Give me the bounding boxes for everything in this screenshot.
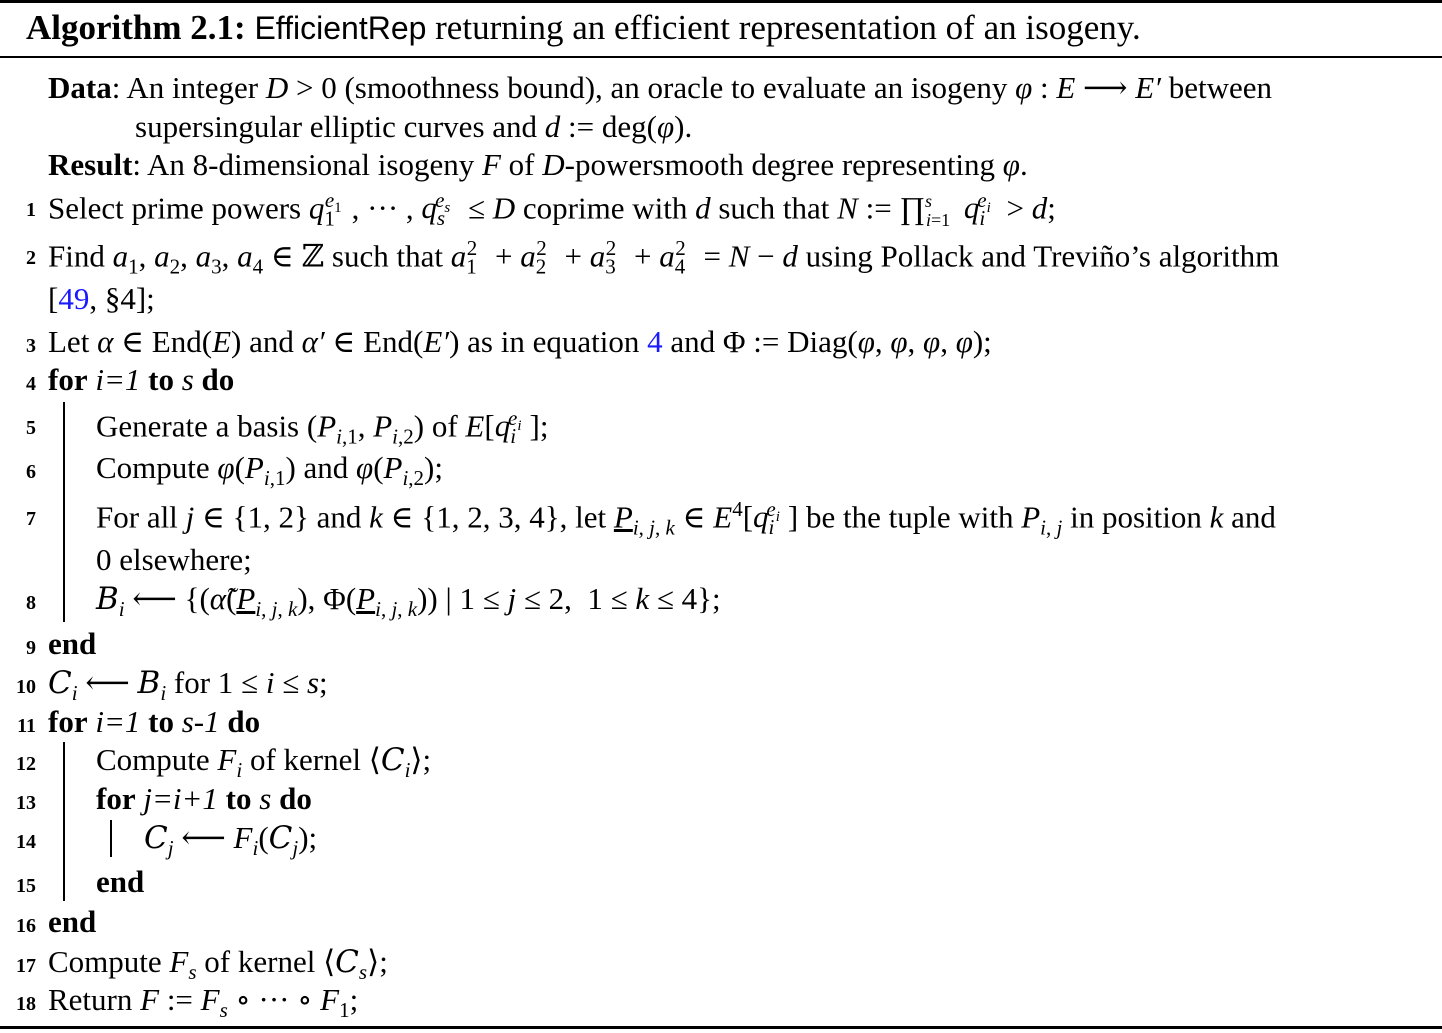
algorithm-caption: [26, 8, 1141, 48]
line-number: 15: [16, 875, 36, 897]
line-number: 11: [17, 715, 36, 737]
data-line-1: Data: An integer D > 0 (smoothness bound), an oracle to evaluate an isogeny φ : E ⟶ E′ between: [48, 70, 1272, 105]
line-number: 4: [26, 373, 36, 395]
step-13: for j=i+1 to s do: [96, 781, 312, 816]
step-2: Find $a_1$, $a_2$, $a_3$, $a_4$ ∈ ℤ such that $a_1^2 + a_2^2 + a_3^2 + a_4^2 = N - d$ using Pollack and Treviño’s algorithm: [48, 236, 1280, 279]
step-17: Compute $F_s$ of kernel $⟨C_s⟩$;: [48, 944, 388, 985]
step-7-cont: 0 elsewhere;: [96, 542, 252, 577]
step-4: for i=1 to s do: [48, 362, 235, 397]
line-number: 18: [16, 993, 36, 1015]
step-10: $C_i$ ⟵ $B_i$ for 1 ≤ i ≤ s;: [48, 665, 328, 706]
step-5: Generate a basis ($P_{i,1}$, $P_{i,2}$) of $E[q_i^{e_i}$ ];: [96, 406, 549, 449]
line-number: 8: [26, 592, 36, 614]
step-12: Compute $F_i$ of kernel $⟨C_i⟩$;: [96, 742, 432, 783]
block-bar-for-j: [110, 820, 112, 857]
line-number: 3: [26, 335, 36, 357]
citation-link[interactable]: 49: [58, 281, 90, 316]
caption-rule: [0, 56, 1442, 58]
caption-text: returning an efficient representation of an isogeny.: [435, 8, 1141, 47]
caption-label: Algorithm 2.1:: [26, 8, 246, 47]
line-number: 17: [16, 955, 36, 977]
step-15: end: [96, 864, 145, 899]
result-label: Result: [48, 147, 133, 182]
step-7: For all j ∈ {1, 2} and k ∈ {1, 2, 3, 4}, let $P_{i, j, k}$ ∈ $E^4[q_i^{e_i}$ ] be the tuple with $P_{i, j}$ in position k and: [96, 497, 1276, 540]
step-11: for i=1 to s-1 do: [48, 704, 261, 739]
step-8: $B_i$ ⟵ {($\alphã(P_{i, j, k})$, $\Phi(P_{i, j, k})$) | 1 ≤ j ≤ 2, 1 ≤ k ≤ 4};: [96, 581, 721, 622]
line-number: 16: [16, 915, 36, 937]
step-14: $C_j$ ⟵ $F_i(C_j)$;: [144, 820, 318, 861]
line-number: 12: [16, 753, 36, 775]
step-3: Let α ∈ End(E) and α′ ∈ End(E′) as in equation 4 and Φ := Diag(φ, φ, φ, φ);: [48, 324, 992, 359]
data-line-2: supersingular elliptic curves and d := deg(φ).: [135, 109, 693, 144]
step-16: end: [48, 904, 97, 939]
step-9: end: [48, 626, 97, 661]
line-number: 6: [26, 461, 36, 483]
top-rule: [0, 0, 1442, 3]
line-number: 7: [26, 508, 36, 530]
line-number: 1: [26, 199, 36, 221]
step-6: Compute $\varphi(P_{i,1})$ and $\varphi(P_{i,2})$;: [96, 450, 443, 491]
step-1: Select prime powers $q_1^{e_1}$ , ··· , $q_s^{e_s} \le D$ coprime with d such that N := ∏$^s_{i=1}$ $q_i^{e_i} > d$;: [48, 188, 1056, 231]
line-number: 9: [26, 637, 36, 659]
line-number: 2: [26, 247, 36, 269]
line-number: 10: [16, 676, 36, 698]
data-label: Data: [48, 70, 112, 105]
block-bar-for-i: [63, 402, 65, 622]
bottom-rule: [0, 1026, 1442, 1029]
block-bar-for-i-outer: [63, 742, 65, 901]
caption-name: EfficientRep: [254, 10, 427, 46]
line-number: 13: [16, 792, 36, 814]
line-number: 5: [26, 417, 36, 439]
line-number: 14: [16, 831, 36, 853]
step-18: Return F := $F_s$ ∘ ··· ∘ $F_1$;: [48, 982, 359, 1023]
step-2-cont: [49, §4];: [48, 281, 155, 316]
result-line: Result: An 8-dimensional isogeny F of D-powersmooth degree representing φ.: [48, 147, 1028, 182]
equation-link[interactable]: 4: [647, 324, 663, 359]
